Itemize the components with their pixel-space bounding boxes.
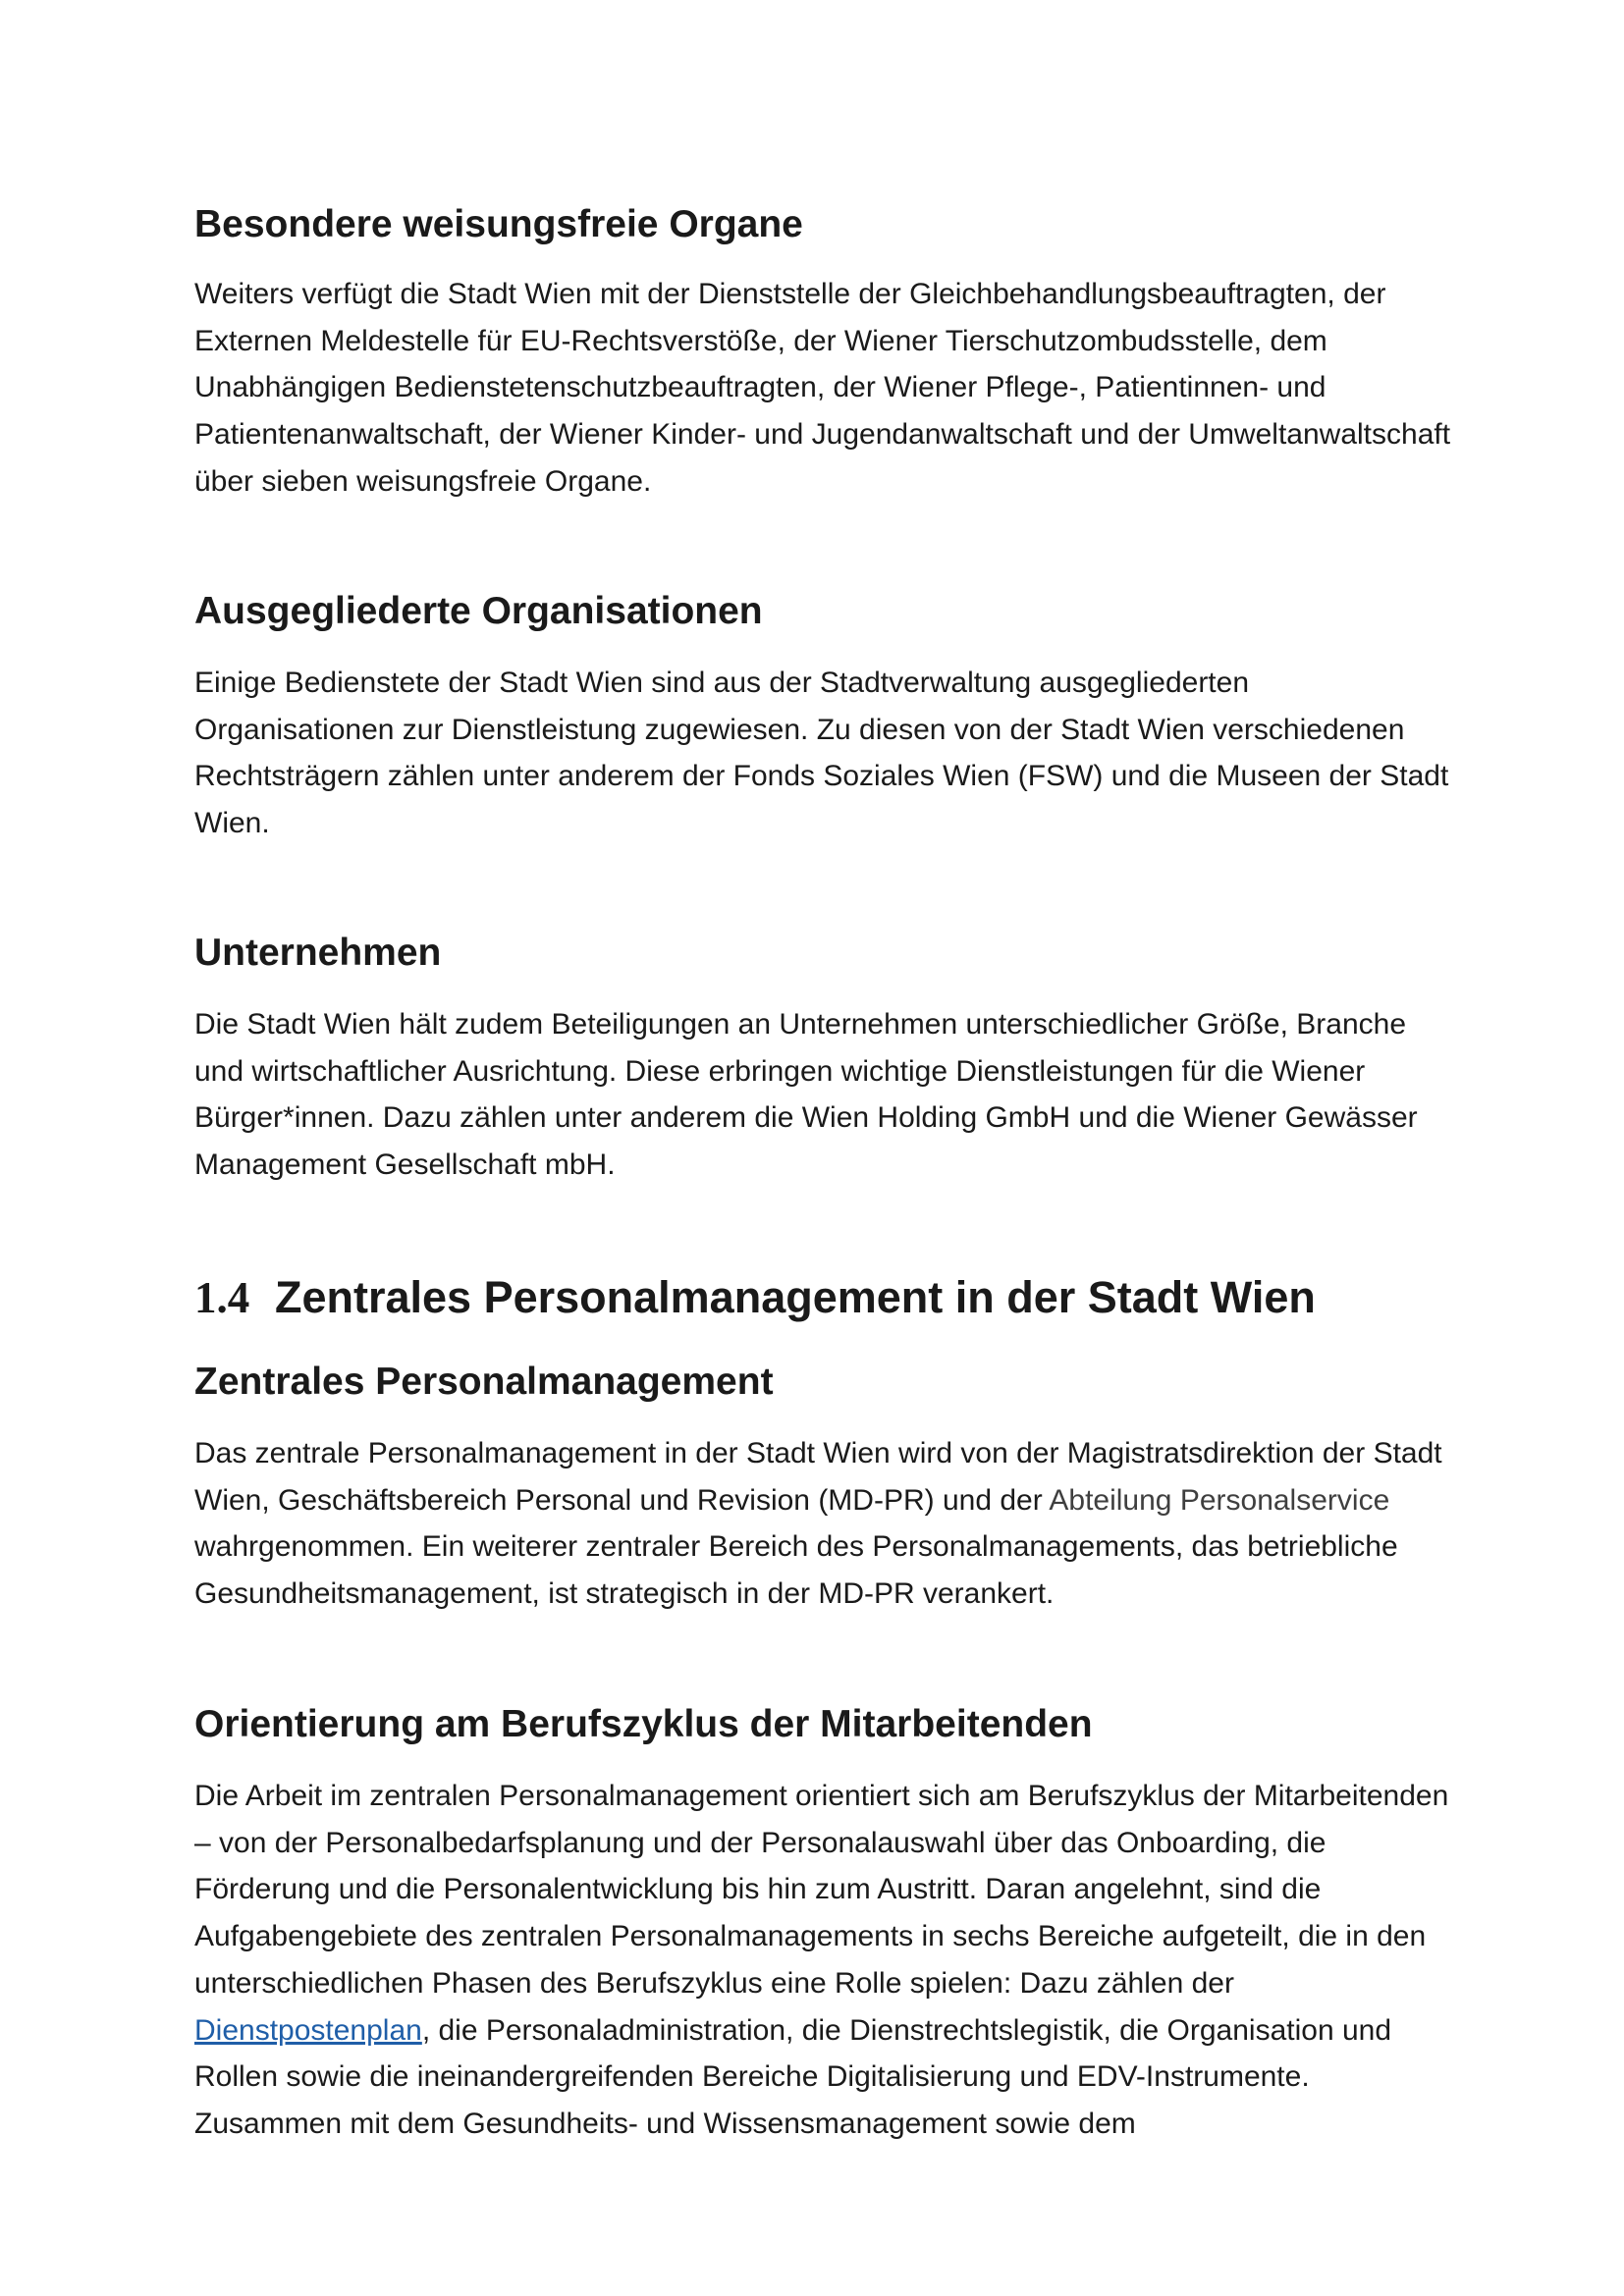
heading-unternehmen: Unternehmen: [194, 932, 442, 974]
chapter-heading: [194, 1270, 1316, 1325]
paragraph-text: wahrgenommen. Ein weiterer zentraler Bereich des Personalmanagements, das betriebliche Gesundheitsmanagement, ist strategisch in der MD-PR verankert.: [194, 1530, 1398, 1611]
paragraph-berufszyklus: [194, 1773, 1451, 2148]
chapter-title: Zentrales Personalmanagement in der Stadt Wien: [275, 1272, 1316, 1322]
paragraph-zentrales-personalmanagement: [194, 1430, 1451, 1618]
paragraph-text: , die Personaladministration, die Dienstrechtslegistik, die Organisation und Rollen sowie die ineinandergreifenden Bereiche Digitalisierung und EDV-Instrumente. Zusammen mit dem Gesundheits- und Wissensmanagement sowie dem: [194, 2013, 1392, 2140]
paragraph-ausgegliederte-organisationen: Einige Bedienstete der Stadt Wien sind aus der Stadtverwaltung ausgegliederten Organisationen zur Dienstleistung zugewiesen. Zu diesen von der Stadt Wien verschiedenen Rechtsträgern zählen unter anderem der Fonds Soziales Wien (FSW) und die Museen der Stadt Wien.: [194, 667, 1449, 840]
abteilung-personalservice-text: Abteilung Personalservice: [1049, 1483, 1390, 1517]
paragraph-weisungsfreie-organe: Weiters verfügt die Stadt Wien mit der Dienststelle der Gleichbehandlungsbeauftragten, der Externen Meldestelle für EU-Rechtsverstöße, der Wiener Tierschutzombudsstelle, dem Unabhängigen Bedienstetenschutzbeauftragten, der Wiener Pflege-, Patientinnen- und Patientenanwaltschaft, der Wiener Kinder- und Jugendanwaltschaft und der Umweltanwaltschaft über sieben weisungsfreie Organe.: [194, 278, 1451, 498]
paragraph-text: Das zentrale Personalmanagement in der Stadt Wien wird von der Magistratsdirektion der Stadt Wien, Geschäftsbereich Personal und Revision (MD-PR) und der: [194, 1437, 1442, 1517]
heading-weisungsfreie-organe: Besondere weisungsfreie Organe: [194, 203, 803, 245]
heading-berufszyklus: Orientierung am Berufszyklus der Mitarbeitenden: [194, 1703, 1093, 1745]
heading-zentrales-personalmanagement: Zentrales Personalmanagement: [194, 1361, 774, 1403]
paragraph-text: Die Arbeit im zentralen Personalmanagement orientiert sich am Berufszyklus der Mitarbeitenden – von der Personalbedarfsplanung und der Personalauswahl über das Onboarding, die Förderung und die Personalentwicklung bis hin zum Austritt. Daran angelehnt, sind die Aufgabengebiete des zentralen Personalmanagements in sechs Bereiche aufgeteilt, die in den unterschiedlichen Phasen des Berufszyklus eine Rolle spielen: Dazu zählen der: [194, 1780, 1449, 2000]
dienstpostenplan-link[interactable]: Dienstpostenplan: [194, 2013, 422, 2047]
chapter-number: 1.4: [194, 1273, 250, 1322]
paragraph-unternehmen: Die Stadt Wien hält zudem Beteiligungen an Unternehmen unterschiedlicher Größe, Branche und wirtschaftlicher Ausrichtung. Diese erbringen wichtige Dienstleistungen für die Wiener Bürger*innen. Dazu zählen unter anderem die Wien Holding GmbH und die Wiener Gewässer Management Gesellschaft mbH.: [194, 1008, 1418, 1182]
heading-ausgegliederte-organisationen: Ausgegliederte Organisationen: [194, 590, 763, 632]
